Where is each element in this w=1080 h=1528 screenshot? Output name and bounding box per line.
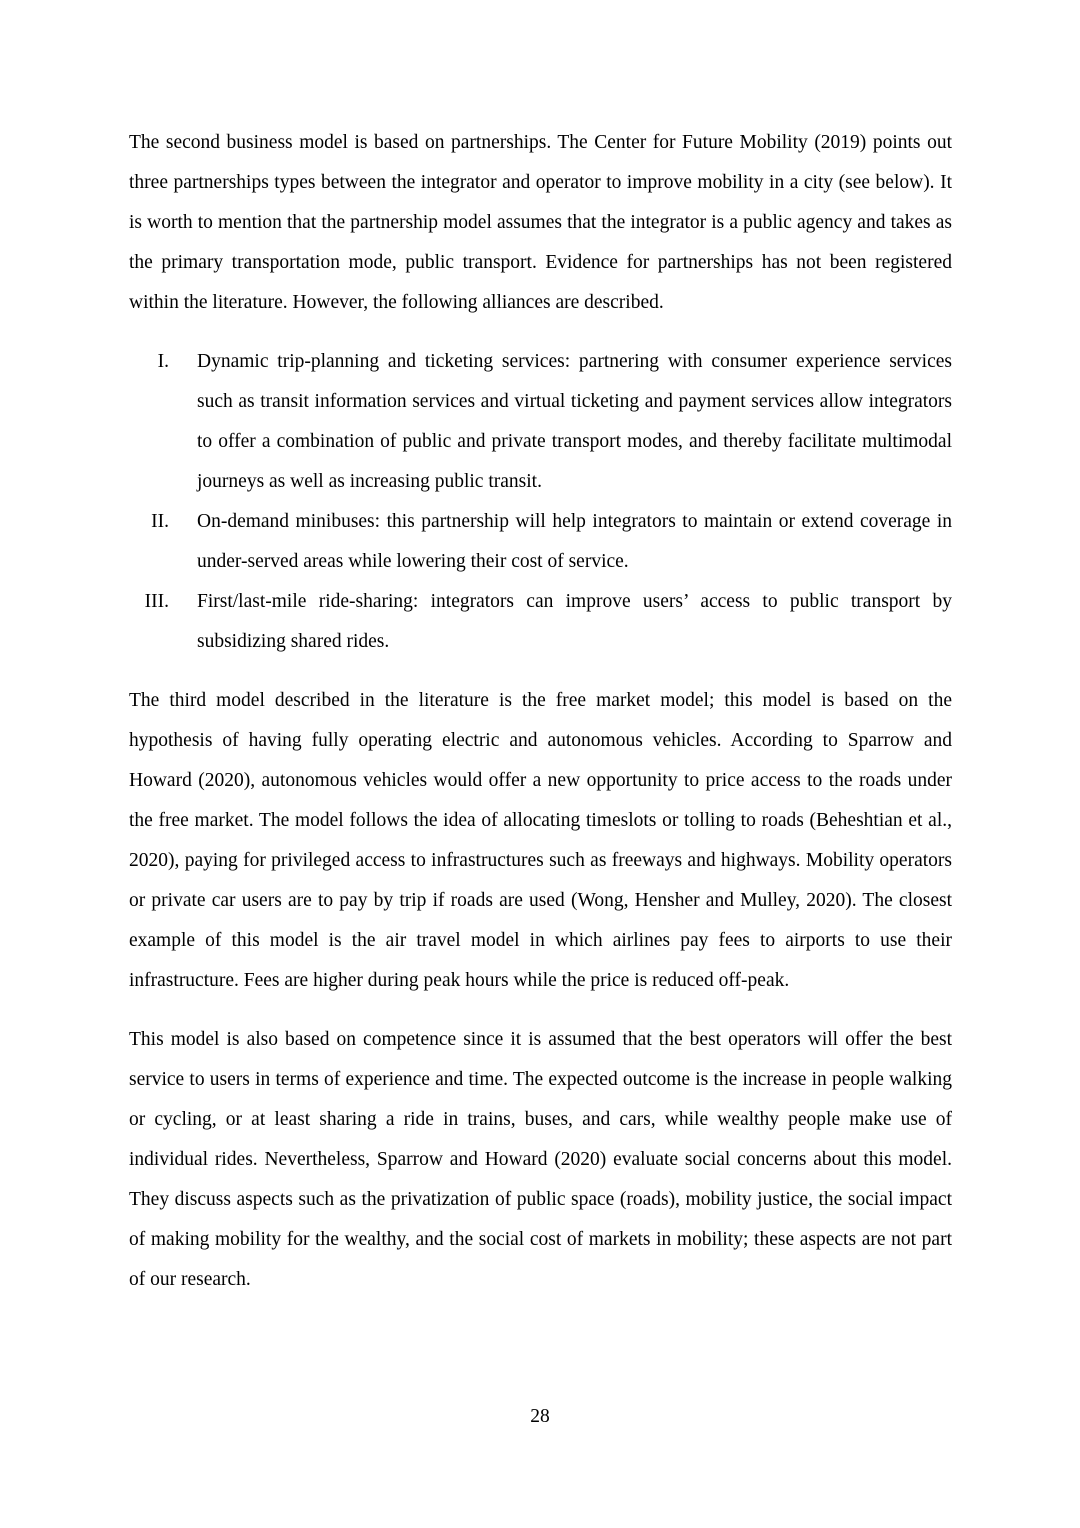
list-item-gap [169, 342, 197, 502]
list-item-text: First/last-mile ride-sharing: integrators can improve users’ access to public transport by subsidizing shared rides. [197, 591, 952, 652]
list-item-gap [169, 582, 197, 662]
list-item [129, 582, 952, 662]
list-item-gap [169, 502, 197, 582]
list-item-numeral: III. [144, 591, 169, 612]
list-item [129, 502, 952, 582]
paragraph-competence-model: This model is also based on competence since it is assumed that the best operators will offer the best service to users in terms of experience and time. The expected outcome is the increase in people walking or cycling, or at least sharing a ride in trains, buses, and cars, while wealthy people make use of individual rides. Nevertheless, Sparrow and Howard (2020) evaluate social concerns about this model. They discuss aspects such as the privatization of public space (roads), mobility justice, the social impact of making mobility for the wealthy, and the social cost of markets in mobility; these aspects are not part of our research. [129, 1029, 952, 1290]
list-item [129, 342, 952, 502]
paragraph-free-market-model: The third model described in the literature is the free market model; this model is based on the hypothesis of having fully operating electric and autonomous vehicles. According to Sparrow and Howard (2020), autonomous vehicles would offer a new opportunity to price access to the roads under the free market. The model follows the idea of allocating timeslots or tolling to roads (Beheshtian et al., 2020), paying for privileged access to infrastructures such as freeways and highways. Mobility operators or private car users are to pay by trip if roads are used (Wong, Hensher and Mulley, 2020). The closest example of this model is the air travel model in which airlines pay fees to airports to use their infrastructure. Fees are higher during peak hours while the price is reduced off-peak. [129, 690, 952, 991]
page-number: 28 [530, 1406, 550, 1427]
list-item-text: On-demand minibuses: this partnership will help integrators to maintain or extend coverage in under-served areas while lowering their cost of service. [197, 511, 952, 572]
list-item-numeral: I. [157, 351, 169, 372]
paragraph-partnership-model: The second business model is based on partnerships. The Center for Future Mobility (2019) points out three partnerships types between the integrator and operator to improve mobility in a city (see below). It is worth to mention that the partnership model assumes that the integrator is a public agency and takes as the primary transportation mode, public transport. Evidence for partnerships has not been registered within the literature. However, the following alliances are described. [129, 132, 952, 313]
list-item-text: Dynamic trip-planning and ticketing services: partnering with consumer experience services such as transit information services and virtual ticketing and payment services allow integrators to offer a combination of public and private transport modes, and thereby facilitate multimodal journeys as well as increasing public transit. [197, 351, 952, 492]
list-item-numeral: II. [151, 511, 169, 532]
alliances-list [129, 342, 952, 662]
